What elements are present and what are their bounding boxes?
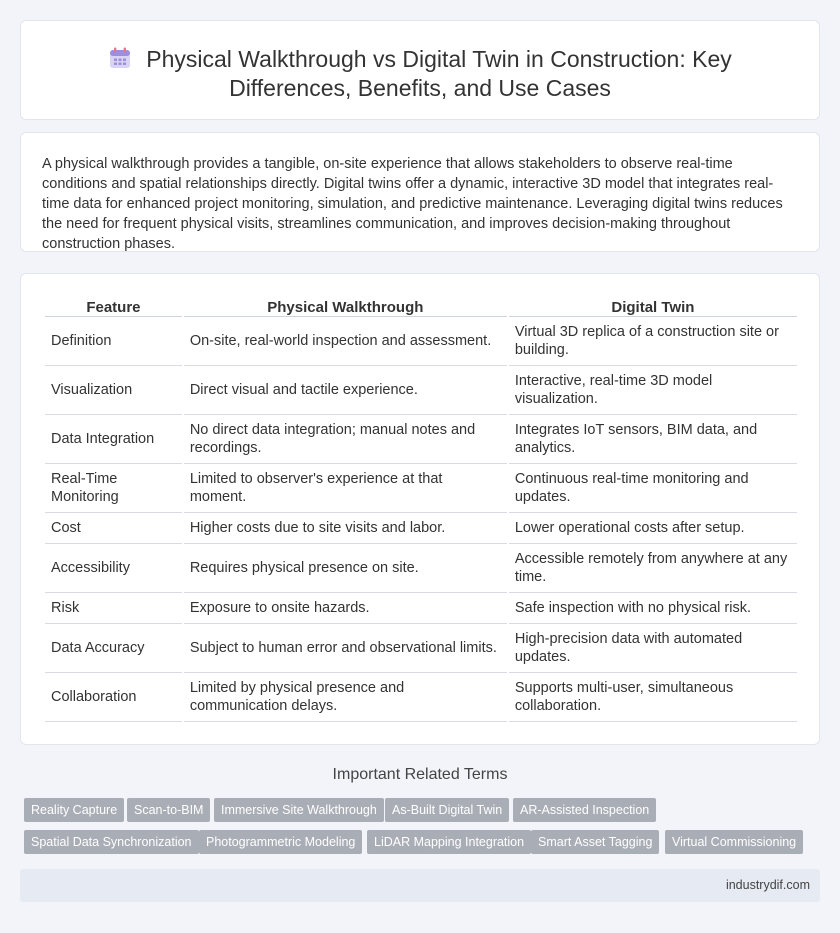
- table-row: [45, 593, 797, 624]
- page-title: [21, 45, 819, 103]
- table-row: [45, 317, 797, 366]
- intro-paragraph: A physical walkthrough provides a tangible, on-site experience that allows stakeholders to observe real-time conditions and spatial relationships directly. Digital twins offer a dynamic, interactive 3D model that integrates real-time data for enhanced project monitoring, simulation, and predictive maintenance. Leveraging digital twins reduces the need for frequent physical visits, streamlines communication, and improves decision-making throughout construction phases.: [42, 156, 783, 252]
- digital-cell: Interactive, real-time 3D model visualization.: [509, 366, 797, 415]
- tag-spatial-data-synchronization[interactable]: Spatial Data Synchronization: [24, 830, 199, 854]
- header-physical-walkthrough: Physical Walkthrough: [184, 296, 507, 317]
- physical-cell: Limited to observer's experience at that moment.: [184, 464, 507, 513]
- digital-cell: Supports multi-user, simultaneous collaboration.: [509, 673, 797, 722]
- comparison-table-card: [20, 273, 820, 745]
- title-card: [20, 20, 820, 120]
- tag-smart-asset-tagging[interactable]: Smart Asset Tagging: [531, 830, 659, 854]
- tag-lidar-mapping-integration[interactable]: LiDAR Mapping Integration: [367, 830, 531, 854]
- digital-cell: Safe inspection with no physical risk.: [509, 593, 797, 624]
- related-terms-heading: Important Related Terms: [332, 766, 508, 783]
- table-row: [45, 366, 797, 415]
- physical-cell: Limited by physical presence and communication delays.: [184, 673, 507, 722]
- physical-cell: On-site, real-world inspection and assessment.: [184, 317, 507, 366]
- tag-reality-capture[interactable]: Reality Capture: [24, 798, 124, 822]
- tag-scan-to-bim[interactable]: Scan-to-BIM: [127, 798, 210, 822]
- feature-cell: Collaboration: [45, 673, 182, 722]
- comparison-table: [43, 296, 799, 722]
- feature-cell: Accessibility: [45, 544, 182, 593]
- tag-as-built-digital-twin[interactable]: As-Built Digital Twin: [385, 798, 509, 822]
- footer-site-name[interactable]: industrydif.com: [725, 878, 810, 892]
- table-row: [45, 415, 797, 464]
- physical-cell: Higher costs due to site visits and labor.: [184, 513, 507, 544]
- physical-cell: Direct visual and tactile experience.: [184, 366, 507, 415]
- tag-virtual-commissioning[interactable]: Virtual Commissioning: [665, 830, 803, 854]
- feature-cell: Cost: [45, 513, 182, 544]
- physical-cell: Requires physical presence on site.: [184, 544, 507, 593]
- feature-cell: Definition: [45, 317, 182, 366]
- digital-cell: Virtual 3D replica of a construction site or building.: [509, 317, 797, 366]
- digital-cell: High-precision data with automated updates.: [509, 624, 797, 673]
- header-feature: Feature: [45, 296, 182, 317]
- table-header-row: [45, 296, 797, 317]
- tag-ar-assisted-inspection[interactable]: AR-Assisted Inspection: [513, 798, 656, 822]
- feature-cell: Data Integration: [45, 415, 182, 464]
- feature-cell: Data Accuracy: [45, 624, 182, 673]
- tag-immersive-site-walkthrough[interactable]: Immersive Site Walkthrough: [214, 798, 384, 822]
- physical-cell: Subject to human error and observational limits.: [184, 624, 507, 673]
- feature-cell: Risk: [45, 593, 182, 624]
- digital-cell: Continuous real-time monitoring and updates.: [509, 464, 797, 513]
- calendar-icon: [108, 46, 132, 70]
- physical-cell: Exposure to onsite hazards.: [184, 593, 507, 624]
- digital-cell: Accessible remotely from anywhere at any time.: [509, 544, 797, 593]
- digital-cell: Lower operational costs after setup.: [509, 513, 797, 544]
- feature-cell: Visualization: [45, 366, 182, 415]
- digital-cell: Integrates IoT sensors, BIM data, and analytics.: [509, 415, 797, 464]
- intro-card: [20, 132, 820, 252]
- physical-cell: No direct data integration; manual notes and recordings.: [184, 415, 507, 464]
- table-row: [45, 464, 797, 513]
- table-row: [45, 624, 797, 673]
- header-digital-twin: Digital Twin: [509, 296, 797, 317]
- footer: [20, 869, 820, 902]
- page-title-text: Physical Walkthrough vs Digital Twin in Construction: Key Differences, Benefits, and Use Cases: [146, 46, 732, 101]
- table-row: [45, 513, 797, 544]
- table-row: [45, 673, 797, 722]
- table-row: [45, 544, 797, 593]
- tag-photogrammetric-modeling[interactable]: Photogrammetric Modeling: [199, 830, 362, 854]
- feature-cell: Real-Time Monitoring: [45, 464, 182, 513]
